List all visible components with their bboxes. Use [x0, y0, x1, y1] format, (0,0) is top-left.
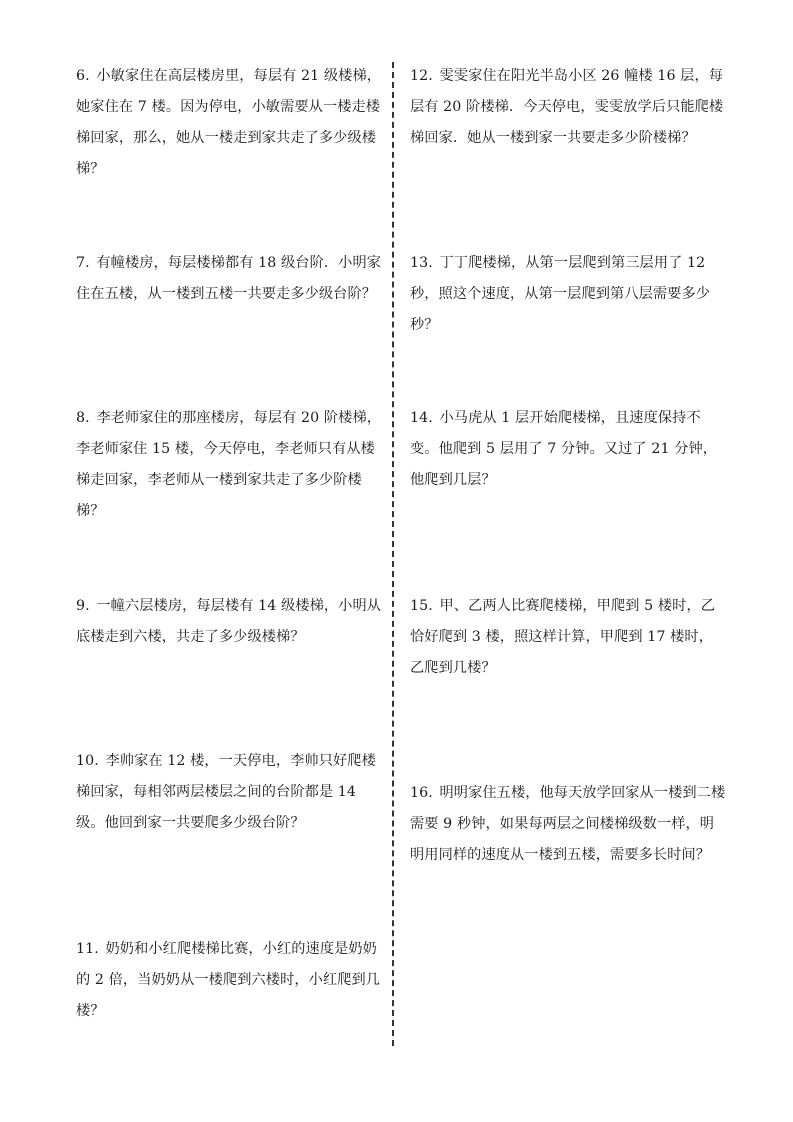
problem-number: 13. — [410, 255, 433, 271]
problem-number: 16. — [410, 785, 433, 801]
problem-12 — [410, 61, 726, 154]
problem-text: 一幢六层楼房，每层楼有 14 级楼梯，小明从底楼走到六楼，共走了多少级楼梯？ — [76, 598, 382, 645]
problem-text: 有幢楼房，每层楼梯都有 18 级台阶．小明家住在五楼，从一楼到五楼一共要走多少级台阶？ — [76, 255, 382, 302]
problem-13 — [410, 248, 726, 341]
problem-text: 甲、乙两人比赛爬楼梯，甲爬到 5 楼时，乙恰好爬到 3 楼，照这样计算，甲爬到 17 楼时，乙爬到几楼？ — [410, 598, 716, 676]
problem-number: 11. — [76, 941, 99, 957]
problem-number: 9. — [76, 598, 90, 614]
problem-14 — [410, 403, 726, 496]
problem-number: 6. — [76, 68, 90, 84]
problem-text: 小敏家住在高层楼房里，每层有 21 级楼梯，她家住在 7 楼。因为停电，小敏需要从一楼走楼梯回家，那么，她从一楼走到家共走了多少级楼梯？ — [76, 68, 382, 177]
problem-text: 李帅家在 12 楼，一天停电，李帅只好爬楼梯回家，每相邻两层楼层之间的台阶都是 14 级。他回到家一共要爬多少级台阶？ — [76, 753, 376, 831]
problem-number: 12. — [410, 68, 433, 84]
problem-15 — [410, 591, 726, 684]
problem-16 — [410, 778, 726, 871]
problem-7 — [76, 248, 386, 310]
problem-number: 14. — [410, 410, 433, 426]
column-divider — [392, 62, 394, 1046]
problem-text: 小马虎从 1 层开始爬楼梯，且速度保持不变。他爬到 5 层用了 7 分钟。又过了 21 分钟，他爬到几层？ — [410, 410, 718, 488]
problem-8 — [76, 403, 386, 527]
problem-text: 明明家住五楼，他每天放学回家从一楼到二楼需要 9 秒钟，如果每两层之间楼梯级数一样，明明用同样的速度从一楼到五楼，需要多长时间？ — [410, 785, 726, 863]
problem-text: 丁丁爬楼梯，从第一层爬到第三层用了 12 秒，照这个速度，从第一层爬到第八层需要多少秒？ — [410, 255, 711, 333]
problem-number: 7. — [76, 255, 90, 271]
problem-number: 10. — [76, 753, 99, 769]
problem-text: 雯雯家住在阳光半岛小区 26 幢楼 16 层，每层有 20 阶楼梯．今天停电，雯雯放学后只能爬楼梯回家．她从一楼到家一共要走多少阶楼梯？ — [410, 68, 724, 146]
problem-text: 李老师家住的那座楼房，每层有 20 阶楼梯，李老师家住 15 楼，今天停电，李老师只有从楼梯走回家，李老师从一楼到家共走了多少阶楼梯？ — [76, 410, 382, 519]
problem-10 — [76, 746, 386, 839]
problem-number: 8. — [76, 410, 90, 426]
problem-11 — [76, 934, 386, 1027]
problem-text: 奶奶和小红爬楼梯比赛，小红的速度是奶奶的 2 倍，当奶奶从一楼爬到六楼时，小红爬到几楼？ — [76, 941, 381, 1019]
problem-6 — [76, 61, 386, 185]
problem-number: 15. — [410, 598, 433, 614]
problem-9 — [76, 591, 386, 653]
